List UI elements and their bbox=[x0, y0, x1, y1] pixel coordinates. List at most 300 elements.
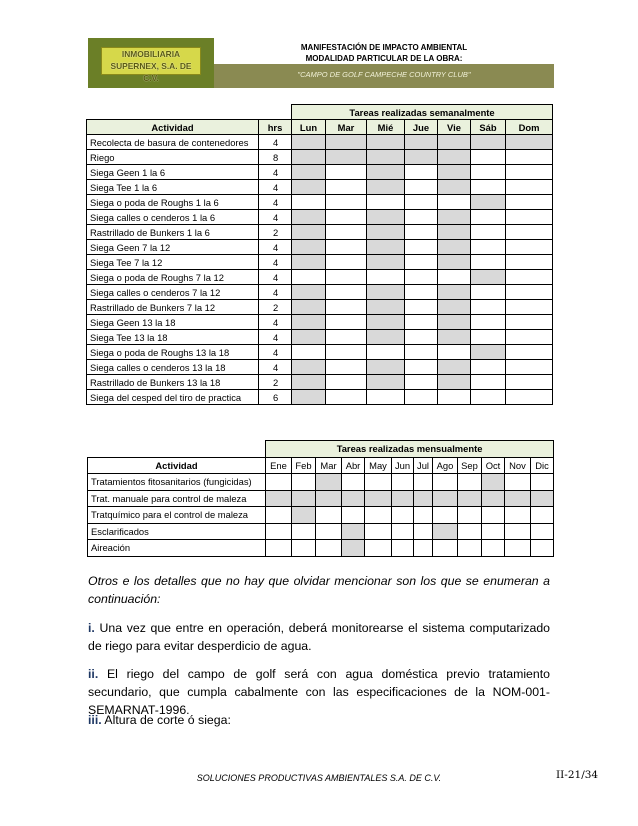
day-cell bbox=[292, 345, 326, 360]
activity-cell: Recolecta de basura de contenedores bbox=[87, 135, 259, 150]
day-cell bbox=[438, 360, 471, 375]
day-cell bbox=[326, 270, 367, 285]
month-cell bbox=[392, 474, 414, 491]
header-project-band bbox=[214, 64, 554, 88]
group-header-row bbox=[88, 441, 554, 458]
month-cell bbox=[342, 490, 365, 507]
activity-cell: Aireación bbox=[88, 540, 266, 557]
day-cell bbox=[292, 285, 326, 300]
logo-line-2: SUPERNEX, S.A. DE C.V. bbox=[110, 61, 192, 83]
page-number: II-21/34 bbox=[556, 769, 599, 781]
day-cell bbox=[405, 270, 438, 285]
day-cell bbox=[367, 180, 405, 195]
column-header: hrs bbox=[259, 120, 292, 135]
day-cell bbox=[438, 195, 471, 210]
day-cell bbox=[506, 225, 553, 240]
table-row bbox=[87, 135, 553, 150]
month-cell bbox=[316, 523, 342, 540]
day-cell bbox=[326, 135, 367, 150]
month-cell bbox=[292, 540, 316, 557]
activity-cell: Tratquímico para el control de maleza bbox=[88, 507, 266, 524]
column-header: Sep bbox=[458, 457, 482, 474]
activity-cell: Siega Geen 1 la 6 bbox=[87, 165, 259, 180]
activity-cell: Siega calles o cenderos 7 la 12 bbox=[87, 285, 259, 300]
month-cell bbox=[433, 507, 458, 524]
hours-cell: 4 bbox=[259, 330, 292, 345]
month-cell bbox=[392, 540, 414, 557]
day-cell bbox=[506, 165, 553, 180]
month-cell bbox=[433, 490, 458, 507]
month-cell bbox=[505, 540, 531, 557]
day-cell bbox=[438, 345, 471, 360]
day-cell bbox=[438, 270, 471, 285]
day-cell bbox=[292, 270, 326, 285]
day-cell bbox=[367, 360, 405, 375]
day-cell bbox=[326, 330, 367, 345]
activity-cell: Siega Geen 13 la 18 bbox=[87, 315, 259, 330]
day-cell bbox=[438, 240, 471, 255]
month-cell bbox=[365, 490, 392, 507]
day-cell bbox=[506, 360, 553, 375]
day-cell bbox=[292, 240, 326, 255]
table-row bbox=[87, 225, 553, 240]
day-cell bbox=[471, 285, 506, 300]
month-cell bbox=[392, 523, 414, 540]
table-row bbox=[87, 345, 553, 360]
day-cell bbox=[292, 180, 326, 195]
day-cell bbox=[367, 285, 405, 300]
hours-cell: 4 bbox=[259, 180, 292, 195]
day-cell bbox=[438, 180, 471, 195]
month-cell bbox=[365, 474, 392, 491]
day-cell bbox=[367, 345, 405, 360]
day-cell bbox=[326, 240, 367, 255]
list-marker: iii. bbox=[88, 713, 102, 727]
month-cell bbox=[292, 490, 316, 507]
activity-cell: Siega Geen 7 la 12 bbox=[87, 240, 259, 255]
activity-cell: Esclarificados bbox=[88, 523, 266, 540]
column-header: Abr bbox=[342, 457, 365, 474]
header-title-line-1: MANIFESTACIÓN DE IMPACTO AMBIENTAL bbox=[300, 43, 468, 52]
day-cell bbox=[367, 270, 405, 285]
hours-cell: 8 bbox=[259, 150, 292, 165]
day-cell bbox=[506, 150, 553, 165]
month-cell bbox=[505, 490, 531, 507]
column-header-row bbox=[88, 457, 554, 474]
day-cell bbox=[438, 285, 471, 300]
day-cell bbox=[326, 375, 367, 390]
activity-cell: Siega o poda de Roughs 13 la 18 bbox=[87, 345, 259, 360]
column-header: Mar bbox=[316, 457, 342, 474]
list-item-3 bbox=[88, 711, 550, 729]
month-cell bbox=[392, 507, 414, 524]
activity-cell: Rastrillado de Bunkers 1 la 6 bbox=[87, 225, 259, 240]
column-header: Actividad bbox=[87, 120, 259, 135]
day-cell bbox=[292, 150, 326, 165]
weekly-tasks-table bbox=[86, 104, 553, 405]
day-cell bbox=[506, 240, 553, 255]
group-title: Tareas realizadas mensualmente bbox=[266, 441, 554, 458]
day-cell bbox=[405, 165, 438, 180]
day-cell bbox=[292, 255, 326, 270]
month-cell bbox=[482, 474, 505, 491]
day-cell bbox=[326, 285, 367, 300]
month-cell bbox=[342, 474, 365, 491]
day-cell bbox=[438, 375, 471, 390]
column-header: Jue bbox=[405, 120, 438, 135]
day-cell bbox=[438, 300, 471, 315]
day-cell bbox=[367, 240, 405, 255]
activity-cell: Siega Tee 13 la 18 bbox=[87, 330, 259, 345]
day-cell bbox=[367, 300, 405, 315]
table-row bbox=[87, 240, 553, 255]
month-cell bbox=[392, 490, 414, 507]
month-cell bbox=[266, 490, 292, 507]
activity-cell: Rastrillado de Bunkers 7 la 12 bbox=[87, 300, 259, 315]
day-cell bbox=[326, 150, 367, 165]
hours-cell: 4 bbox=[259, 165, 292, 180]
table-row bbox=[87, 165, 553, 180]
table-row bbox=[87, 375, 553, 390]
day-cell bbox=[405, 300, 438, 315]
column-header: Sáb bbox=[471, 120, 506, 135]
month-cell bbox=[316, 507, 342, 524]
hours-cell: 2 bbox=[259, 375, 292, 390]
month-cell bbox=[433, 523, 458, 540]
day-cell bbox=[506, 330, 553, 345]
table-row bbox=[87, 315, 553, 330]
day-cell bbox=[471, 210, 506, 225]
table-row bbox=[88, 474, 554, 491]
day-cell bbox=[326, 360, 367, 375]
day-cell bbox=[405, 195, 438, 210]
list-marker: i. bbox=[88, 621, 95, 635]
hours-cell: 4 bbox=[259, 240, 292, 255]
month-cell bbox=[414, 540, 433, 557]
list-item-1 bbox=[88, 619, 550, 655]
day-cell bbox=[471, 390, 506, 405]
hours-cell: 4 bbox=[259, 255, 292, 270]
month-cell bbox=[505, 523, 531, 540]
list-text: El riego del campo de golf será con agua doméstica previo tratamiento secundario, que cumpla cabalmente con las especificaciones de la NOM-001-SEMARNAT-1996. bbox=[88, 667, 550, 717]
day-cell bbox=[292, 135, 326, 150]
footer-company: SOLUCIONES PRODUCTIVAS AMBIENTALES S.A. DE C.V. bbox=[196, 773, 442, 783]
month-cell bbox=[458, 490, 482, 507]
logo-line-1: INMOBILIARIA bbox=[121, 49, 181, 59]
column-header-row bbox=[87, 120, 553, 135]
day-cell bbox=[405, 315, 438, 330]
day-cell bbox=[292, 210, 326, 225]
month-cell bbox=[482, 540, 505, 557]
list-text: Altura de corte ó siega: bbox=[101, 713, 231, 727]
hours-cell: 4 bbox=[259, 270, 292, 285]
day-cell bbox=[292, 360, 326, 375]
hours-cell: 4 bbox=[259, 195, 292, 210]
day-cell bbox=[367, 315, 405, 330]
table-row bbox=[87, 390, 553, 405]
day-cell bbox=[367, 195, 405, 210]
table-row bbox=[87, 150, 553, 165]
day-cell bbox=[367, 330, 405, 345]
activity-cell: Trat. manuale para control de maleza bbox=[88, 490, 266, 507]
day-cell bbox=[367, 225, 405, 240]
day-cell bbox=[326, 165, 367, 180]
day-cell bbox=[405, 390, 438, 405]
day-cell bbox=[471, 300, 506, 315]
day-cell bbox=[326, 180, 367, 195]
day-cell bbox=[506, 390, 553, 405]
day-cell bbox=[405, 360, 438, 375]
column-header: Ago bbox=[433, 457, 458, 474]
day-cell bbox=[326, 210, 367, 225]
day-cell bbox=[292, 300, 326, 315]
activity-cell: Siega o poda de Roughs 1 la 6 bbox=[87, 195, 259, 210]
activity-cell: Siega o poda de Roughs 7 la 12 bbox=[87, 270, 259, 285]
day-cell bbox=[506, 300, 553, 315]
blank-cell bbox=[87, 105, 292, 120]
intro-paragraph: Otros e los detalles que no hay que olvidar mencionar son los que se enumeran a continuación: bbox=[88, 574, 550, 606]
day-cell bbox=[405, 150, 438, 165]
day-cell bbox=[506, 285, 553, 300]
month-cell bbox=[266, 523, 292, 540]
month-cell bbox=[342, 507, 365, 524]
day-cell bbox=[438, 315, 471, 330]
day-cell bbox=[506, 375, 553, 390]
day-cell bbox=[367, 375, 405, 390]
month-cell bbox=[531, 540, 554, 557]
table-row bbox=[87, 330, 553, 345]
table-row bbox=[87, 210, 553, 225]
list-text: Una vez que entre en operación, deberá monitorearse el sistema computarizado de riego para evitar desperdicio de agua. bbox=[88, 621, 550, 653]
day-cell bbox=[405, 330, 438, 345]
hours-cell: 4 bbox=[259, 285, 292, 300]
day-cell bbox=[405, 180, 438, 195]
day-cell bbox=[506, 345, 553, 360]
month-cell bbox=[458, 540, 482, 557]
column-header: May bbox=[365, 457, 392, 474]
month-cell bbox=[292, 507, 316, 524]
day-cell bbox=[405, 255, 438, 270]
activity-cell: Siega calles o cenderos 1 la 6 bbox=[87, 210, 259, 225]
month-cell bbox=[505, 507, 531, 524]
day-cell bbox=[506, 135, 553, 150]
day-cell bbox=[506, 315, 553, 330]
day-cell bbox=[471, 195, 506, 210]
month-cell bbox=[266, 474, 292, 491]
group-header-row bbox=[87, 105, 553, 120]
day-cell bbox=[438, 165, 471, 180]
activity-cell: Rastrillado de Bunkers 13 la 18 bbox=[87, 375, 259, 390]
table-row bbox=[88, 507, 554, 524]
day-cell bbox=[438, 150, 471, 165]
table-row bbox=[87, 360, 553, 375]
month-cell bbox=[414, 523, 433, 540]
day-cell bbox=[326, 255, 367, 270]
day-cell bbox=[471, 150, 506, 165]
column-header: Jul bbox=[414, 457, 433, 474]
day-cell bbox=[292, 195, 326, 210]
month-cell bbox=[531, 490, 554, 507]
day-cell bbox=[471, 225, 506, 240]
month-cell bbox=[531, 507, 554, 524]
table-row bbox=[88, 523, 554, 540]
month-cell bbox=[266, 540, 292, 557]
column-header: Nov bbox=[505, 457, 531, 474]
month-cell bbox=[316, 540, 342, 557]
column-header: Jun bbox=[392, 457, 414, 474]
column-header: Dic bbox=[531, 457, 554, 474]
activity-cell: Riego bbox=[87, 150, 259, 165]
day-cell bbox=[405, 210, 438, 225]
day-cell bbox=[405, 240, 438, 255]
table-row bbox=[87, 255, 553, 270]
day-cell bbox=[405, 345, 438, 360]
month-cell bbox=[342, 523, 365, 540]
company-logo bbox=[88, 38, 214, 88]
day-cell bbox=[367, 150, 405, 165]
month-cell bbox=[531, 474, 554, 491]
day-cell bbox=[292, 165, 326, 180]
day-cell bbox=[471, 180, 506, 195]
month-cell bbox=[458, 474, 482, 491]
day-cell bbox=[506, 180, 553, 195]
day-cell bbox=[326, 315, 367, 330]
month-cell bbox=[414, 490, 433, 507]
day-cell bbox=[506, 195, 553, 210]
month-cell bbox=[316, 474, 342, 491]
day-cell bbox=[438, 255, 471, 270]
hours-cell: 4 bbox=[259, 315, 292, 330]
day-cell bbox=[471, 345, 506, 360]
day-cell bbox=[367, 390, 405, 405]
day-cell bbox=[471, 375, 506, 390]
day-cell bbox=[367, 135, 405, 150]
day-cell bbox=[438, 225, 471, 240]
month-cell bbox=[433, 474, 458, 491]
month-cell bbox=[458, 507, 482, 524]
day-cell bbox=[292, 225, 326, 240]
month-cell bbox=[414, 474, 433, 491]
day-cell bbox=[405, 135, 438, 150]
column-header: Mié bbox=[367, 120, 405, 135]
day-cell bbox=[471, 330, 506, 345]
column-header: Vie bbox=[438, 120, 471, 135]
day-cell bbox=[471, 360, 506, 375]
month-cell bbox=[531, 523, 554, 540]
table-row bbox=[88, 490, 554, 507]
month-cell bbox=[342, 540, 365, 557]
day-cell bbox=[438, 390, 471, 405]
month-cell bbox=[482, 490, 505, 507]
hours-cell: 4 bbox=[259, 135, 292, 150]
hours-cell: 4 bbox=[259, 210, 292, 225]
monthly-tasks-table bbox=[87, 440, 554, 557]
column-header: Actividad bbox=[88, 457, 266, 474]
day-cell bbox=[405, 225, 438, 240]
day-cell bbox=[326, 300, 367, 315]
day-cell bbox=[292, 330, 326, 345]
column-header: Lun bbox=[292, 120, 326, 135]
day-cell bbox=[326, 390, 367, 405]
day-cell bbox=[292, 390, 326, 405]
hours-cell: 2 bbox=[259, 300, 292, 315]
column-header: Dom bbox=[506, 120, 553, 135]
day-cell bbox=[471, 270, 506, 285]
day-cell bbox=[405, 285, 438, 300]
column-header: Feb bbox=[292, 457, 316, 474]
day-cell bbox=[438, 330, 471, 345]
table-row bbox=[88, 540, 554, 557]
day-cell bbox=[471, 315, 506, 330]
activity-cell: Siega calles o cenderos 13 la 18 bbox=[87, 360, 259, 375]
table-row bbox=[87, 285, 553, 300]
hours-cell: 4 bbox=[259, 345, 292, 360]
hours-cell: 6 bbox=[259, 390, 292, 405]
day-cell bbox=[471, 135, 506, 150]
month-cell bbox=[365, 540, 392, 557]
day-cell bbox=[471, 240, 506, 255]
day-cell bbox=[367, 255, 405, 270]
day-cell bbox=[438, 135, 471, 150]
month-cell bbox=[458, 523, 482, 540]
project-name: "CAMPO DE GOLF CAMPECHE COUNTRY CLUB" bbox=[297, 70, 471, 79]
month-cell bbox=[292, 523, 316, 540]
month-cell bbox=[292, 474, 316, 491]
list-marker: ii. bbox=[88, 667, 99, 681]
day-cell bbox=[506, 270, 553, 285]
month-cell bbox=[266, 507, 292, 524]
day-cell bbox=[471, 165, 506, 180]
column-header: Oct bbox=[482, 457, 505, 474]
table-row bbox=[87, 300, 553, 315]
day-cell bbox=[326, 195, 367, 210]
activity-cell: Siega del cesped del tiro de practica bbox=[87, 390, 259, 405]
day-cell bbox=[471, 255, 506, 270]
activity-cell: Tratamientos fitosanitarios (fungicidas) bbox=[88, 474, 266, 491]
month-cell bbox=[365, 523, 392, 540]
month-cell bbox=[365, 507, 392, 524]
group-title: Tareas realizadas semanalmente bbox=[292, 105, 553, 120]
column-header: Mar bbox=[326, 120, 367, 135]
month-cell bbox=[433, 540, 458, 557]
hours-cell: 4 bbox=[259, 360, 292, 375]
table-row bbox=[87, 180, 553, 195]
day-cell bbox=[292, 315, 326, 330]
month-cell bbox=[505, 474, 531, 491]
day-cell bbox=[292, 375, 326, 390]
day-cell bbox=[438, 210, 471, 225]
table-row bbox=[87, 270, 553, 285]
day-cell bbox=[367, 210, 405, 225]
day-cell bbox=[326, 345, 367, 360]
month-cell bbox=[414, 507, 433, 524]
day-cell bbox=[367, 165, 405, 180]
activity-cell: Siega Tee 7 la 12 bbox=[87, 255, 259, 270]
month-cell bbox=[482, 523, 505, 540]
day-cell bbox=[506, 255, 553, 270]
month-cell bbox=[482, 507, 505, 524]
day-cell bbox=[405, 375, 438, 390]
day-cell bbox=[506, 210, 553, 225]
table-row bbox=[87, 195, 553, 210]
blank-cell bbox=[88, 441, 266, 458]
column-header: Ene bbox=[266, 457, 292, 474]
header-title-line-2: MODALIDAD PARTICULAR DE LA OBRA: bbox=[305, 54, 463, 63]
activity-cell: Siega Tee 1 la 6 bbox=[87, 180, 259, 195]
month-cell bbox=[316, 490, 342, 507]
hours-cell: 2 bbox=[259, 225, 292, 240]
day-cell bbox=[326, 225, 367, 240]
